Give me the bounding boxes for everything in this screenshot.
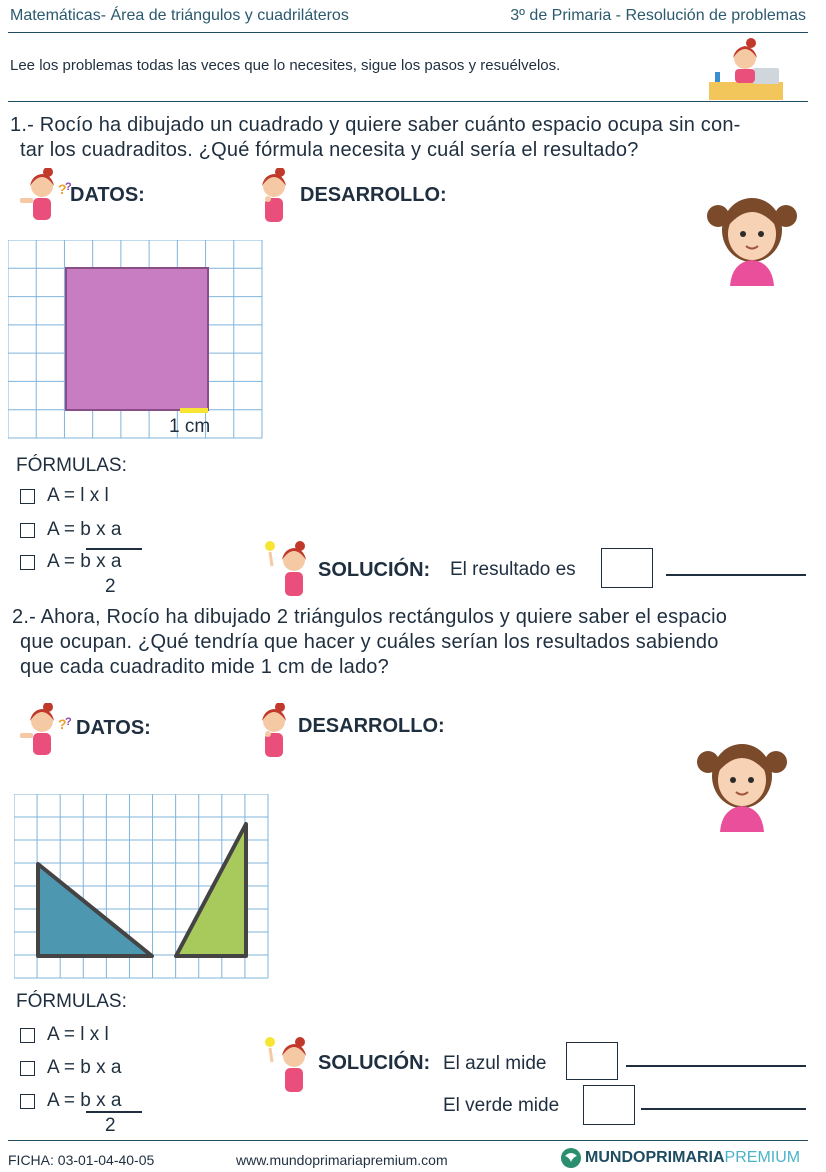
green-triangle [176,824,246,956]
azul-unit-line[interactable] [626,1065,806,1067]
problem2-formula3-row[interactable] [20,1090,121,1112]
svg-text:?: ? [65,181,72,193]
problem1-datos-label: DATOS: [70,184,145,206]
formula2-text: A = b x a [47,519,122,540]
fraction-bar [86,548,142,550]
result-box[interactable] [601,548,653,588]
fraction-bar [86,1111,142,1113]
header-rule [8,32,808,33]
girl-portrait-icon [694,732,790,832]
problem1-solucion-label: SOLUCIÓN: [318,559,431,581]
girl-idea-icon [262,1036,316,1096]
problem2-text-line1: 2.- Ahora, Rocío ha dibujado 2 triángulos rectángulos y quiere saber el espacio [12,606,728,628]
unit-answer-line[interactable] [666,574,806,576]
footer-rule [8,1140,808,1141]
brand-primaria: PRIMARIA [645,1149,725,1166]
formula3-checkbox[interactable] [20,1094,35,1109]
problem2-solucion-label: SOLUCIÓN: [318,1052,431,1074]
brand-premium: PREMIUM [724,1149,801,1166]
ficha-code: FICHA: 03-01-04-40-05 [8,1152,155,1168]
problem2-text-line3: que cada cuadradito mide 1 cm de lado? [20,656,389,678]
website-url[interactable]: www.mundoprimariapremium.com [236,1152,448,1168]
girl-thinking-icon [254,703,298,763]
problem2-desarrollo-label: DESARROLLO: [298,715,445,737]
problem1-formulas-title: FÓRMULAS: [16,455,127,476]
girl-question-icon [14,703,74,761]
azul-text: El azul mide [443,1053,547,1074]
formula1-text: A = l x l [47,485,109,506]
formula2-checkbox[interactable] [20,523,35,538]
problem1-formula1-row[interactable] [20,485,109,507]
svg-text:?: ? [58,716,67,732]
formula2-checkbox[interactable] [20,1061,35,1076]
header-grade: 3º de Primaria - Resolución de problemas [510,7,806,24]
triangles-grid-figure [14,794,272,980]
problem2-formula1-row[interactable] [20,1024,109,1046]
blue-triangle [38,864,152,956]
formula1-text: A = l x l [47,1024,109,1045]
problem1-text-line1: 1.- Rocío ha dibujado un cuadrado y quiere saber cuánto espacio ocupa sin con- [10,114,741,136]
formula3-text: A = b x a [47,551,122,572]
formula3-text: A = b x a [47,1090,122,1111]
problem2-datos-label: DATOS: [76,717,151,739]
instructions: Lee los problemas todas las veces que lo necesites, sigue los pasos y resuélvelos. [10,57,561,74]
girl-idea-icon [262,540,316,600]
svg-text:?: ? [65,716,72,728]
square-grid-figure [8,240,266,440]
header-subject: Matemáticas- Área de triángulos y cuadriláteros [10,7,349,24]
problem1-text-line2: tar los cuadraditos. ¿Qué fórmula necesita y cuál sería el resultado? [20,139,639,161]
problem1-formula3-row[interactable] [20,551,121,573]
girl-thinking-icon [254,168,298,228]
formula3-denominator: 2 [105,1115,116,1136]
girl-question-icon [14,168,74,226]
verde-text: El verde mide [443,1095,560,1116]
purple-square [66,268,208,410]
formula2-text: A = b x a [47,1057,122,1078]
verde-unit-line[interactable] [641,1108,806,1110]
svg-text:?: ? [58,181,67,197]
formula1-checkbox[interactable] [20,489,35,504]
mundo-primaria-logo-icon [560,1147,582,1169]
formula3-checkbox[interactable] [20,555,35,570]
problem2-formula2-row[interactable] [20,1057,121,1079]
brand-mundo: MUNDO [585,1149,646,1166]
problem2-formulas-title: FÓRMULAS: [16,991,127,1012]
girl-desk-icon [705,36,785,102]
verde-result-box[interactable] [583,1085,635,1125]
girl-portrait-icon [704,186,800,286]
formula3-denominator: 2 [105,576,116,597]
problem1-solucion-text: El resultado es [450,559,576,580]
azul-result-box[interactable] [566,1042,618,1080]
problem1-desarrollo-label: DESARROLLO: [300,184,447,206]
problem1-formula2-row[interactable] [20,519,121,541]
instructions-rule [8,101,808,102]
brand-wordmark [585,1149,800,1167]
problem2-text-line2: que ocupan. ¿Qué tendría que hacer y cuáles serían los resultados sabiendo [20,631,719,653]
formula1-checkbox[interactable] [20,1028,35,1043]
unit-label: 1 cm [169,416,211,437]
unit-bar [180,408,208,413]
